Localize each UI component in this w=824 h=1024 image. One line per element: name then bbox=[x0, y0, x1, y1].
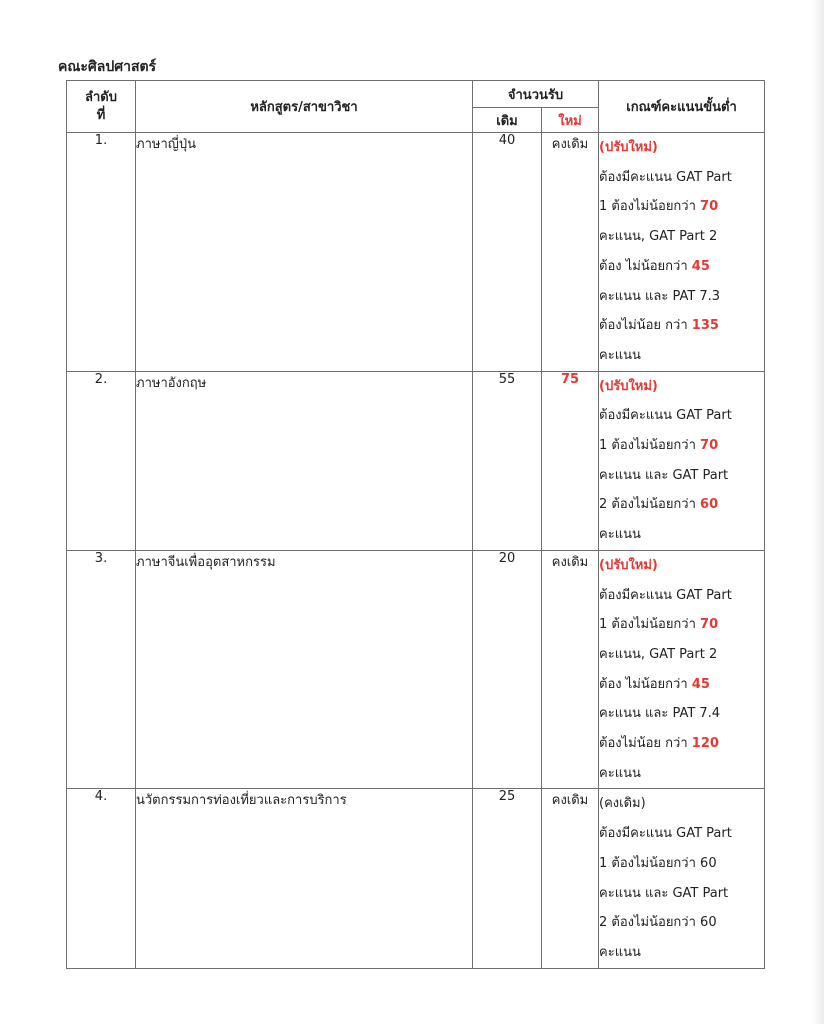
criteria-line bbox=[599, 490, 764, 520]
quota-new: คงเดิม bbox=[542, 133, 599, 372]
criteria-text: คะแนน bbox=[599, 765, 641, 781]
criteria-line bbox=[599, 610, 764, 640]
criteria-min-score: 45 bbox=[691, 676, 710, 692]
quota-old: 55 bbox=[473, 371, 542, 550]
row-number: 1. bbox=[67, 133, 136, 372]
criteria-line bbox=[599, 192, 764, 222]
criteria-text: ต้อง ไม่น้อยกว่า bbox=[599, 258, 688, 274]
criteria-text: 1 ต้องไม่น้อยกว่า bbox=[599, 855, 696, 871]
criteria-text: คะแนน และ PAT 7.4 bbox=[599, 706, 721, 722]
criteria-line bbox=[599, 670, 764, 700]
criteria-text: คะแนน และ GAT Part bbox=[599, 885, 729, 901]
table-header bbox=[67, 81, 765, 133]
criteria-cell bbox=[599, 550, 765, 789]
criteria-text: ต้องมีคะแนน GAT Part bbox=[599, 587, 732, 603]
criteria-cell bbox=[599, 133, 765, 372]
quota-new: คงเดิม bbox=[542, 789, 599, 968]
criteria-text: คะแนน bbox=[599, 944, 641, 960]
criteria-line bbox=[599, 431, 764, 461]
criteria-min-score: 70 bbox=[700, 617, 719, 633]
criteria-min-score: 60 bbox=[700, 855, 717, 871]
criteria-text: 1 ต้องไม่น้อยกว่า bbox=[599, 199, 696, 215]
criteria-cell bbox=[599, 789, 765, 968]
criteria-text: คะแนน และ PAT 7.3 bbox=[599, 288, 721, 304]
program-name: ภาษาอังกฤษ bbox=[136, 371, 473, 550]
page-edge-shadow bbox=[812, 0, 824, 1024]
criteria-text: คะแนน และ GAT Part bbox=[599, 467, 729, 483]
criteria-min-score: 60 bbox=[700, 497, 719, 513]
criteria-line bbox=[599, 311, 764, 341]
quota-new: 75 bbox=[542, 371, 599, 550]
criteria-status: (ปรับใหม่) bbox=[599, 557, 658, 573]
criteria-text: ต้องมีคะแนน GAT Part bbox=[599, 169, 732, 185]
criteria-text: คะแนน bbox=[599, 347, 641, 363]
quota-new: คงเดิม bbox=[542, 550, 599, 789]
criteria-status: (ปรับใหม่) bbox=[599, 378, 658, 394]
criteria-line bbox=[599, 879, 764, 909]
table-body bbox=[67, 133, 765, 969]
criteria-status: (คงเดิม) bbox=[599, 796, 646, 812]
criteria-text: ต้องมีคะแนน GAT Part bbox=[599, 408, 732, 424]
criteria-text: ต้องมีคะแนน GAT Part bbox=[599, 826, 732, 842]
criteria-line bbox=[599, 849, 764, 879]
table-row bbox=[67, 789, 765, 968]
criteria-line bbox=[599, 640, 764, 670]
quota-old: 25 bbox=[473, 789, 542, 968]
header-criteria: เกณฑ์คะแนนขั้นต่ำ bbox=[599, 81, 765, 133]
criteria-min-score: 120 bbox=[691, 736, 719, 752]
criteria-min-score: 60 bbox=[700, 915, 717, 931]
row-number: 4. bbox=[67, 789, 136, 968]
row-number: 2. bbox=[67, 371, 136, 550]
header-order-line2: ที่ bbox=[96, 107, 106, 123]
criteria-text: 2 ต้องไม่น้อยกว่า bbox=[599, 497, 696, 513]
faculty-heading: คณะศิลปศาสตร์ bbox=[58, 59, 157, 75]
table-row bbox=[67, 550, 765, 789]
criteria-line bbox=[599, 938, 764, 968]
quota-old: 40 bbox=[473, 133, 542, 372]
criteria-text: คะแนน, GAT Part 2 bbox=[599, 229, 718, 245]
program-name: ภาษาญี่ปุ่น bbox=[136, 133, 473, 372]
criteria-line bbox=[599, 163, 764, 193]
criteria-text: คะแนน, GAT Part 2 bbox=[599, 646, 718, 662]
table-row bbox=[67, 133, 765, 372]
row-number: 3. bbox=[67, 550, 136, 789]
program-name: นวัตกรรมการท่องเที่ยวและการบริการ bbox=[136, 789, 473, 968]
header-program: หลักสูตร/สาขาวิชา bbox=[136, 81, 473, 133]
criteria-text: ต้องไม่น้อย กว่า bbox=[599, 318, 688, 334]
header-order-line1: ลำดับ bbox=[85, 89, 117, 105]
criteria-line bbox=[599, 401, 764, 431]
criteria-text: 2 ต้องไม่น้อยกว่า bbox=[599, 915, 696, 931]
criteria-status: (ปรับใหม่) bbox=[599, 140, 658, 155]
criteria-text: คะแนน bbox=[599, 527, 641, 543]
program-name: ภาษาจีนเพื่ออุตสาหกรรม bbox=[136, 550, 473, 789]
criteria-line bbox=[599, 520, 764, 550]
criteria-line bbox=[599, 341, 764, 371]
table-row bbox=[67, 371, 765, 550]
criteria-cell bbox=[599, 371, 765, 550]
criteria-text: ต้องไม่น้อย กว่า bbox=[599, 736, 688, 752]
admission-table bbox=[66, 80, 765, 969]
criteria-line bbox=[599, 222, 764, 252]
criteria-line bbox=[599, 908, 764, 938]
criteria-line bbox=[599, 729, 764, 759]
criteria-text: ต้อง ไม่น้อยกว่า bbox=[599, 676, 688, 692]
header-quota-old: เดิม bbox=[473, 108, 542, 133]
criteria-line bbox=[599, 282, 764, 312]
criteria-line bbox=[599, 819, 764, 849]
criteria-line bbox=[599, 581, 764, 611]
criteria-line bbox=[599, 759, 764, 789]
criteria-text: 1 ต้องไม่น้อยกว่า bbox=[599, 438, 696, 454]
criteria-line bbox=[599, 461, 764, 491]
criteria-line bbox=[599, 252, 764, 282]
quota-old: 20 bbox=[473, 550, 542, 789]
criteria-min-score: 70 bbox=[700, 438, 719, 454]
criteria-min-score: 135 bbox=[691, 318, 719, 334]
header-quota: จำนวนรับ bbox=[473, 81, 599, 108]
criteria-text: 1 ต้องไม่น้อยกว่า bbox=[599, 617, 696, 633]
header-quota-new: ใหม่ bbox=[542, 108, 599, 133]
criteria-min-score: 45 bbox=[691, 258, 710, 274]
criteria-line bbox=[599, 699, 764, 729]
header-order bbox=[67, 81, 136, 133]
criteria-min-score: 70 bbox=[700, 199, 719, 215]
